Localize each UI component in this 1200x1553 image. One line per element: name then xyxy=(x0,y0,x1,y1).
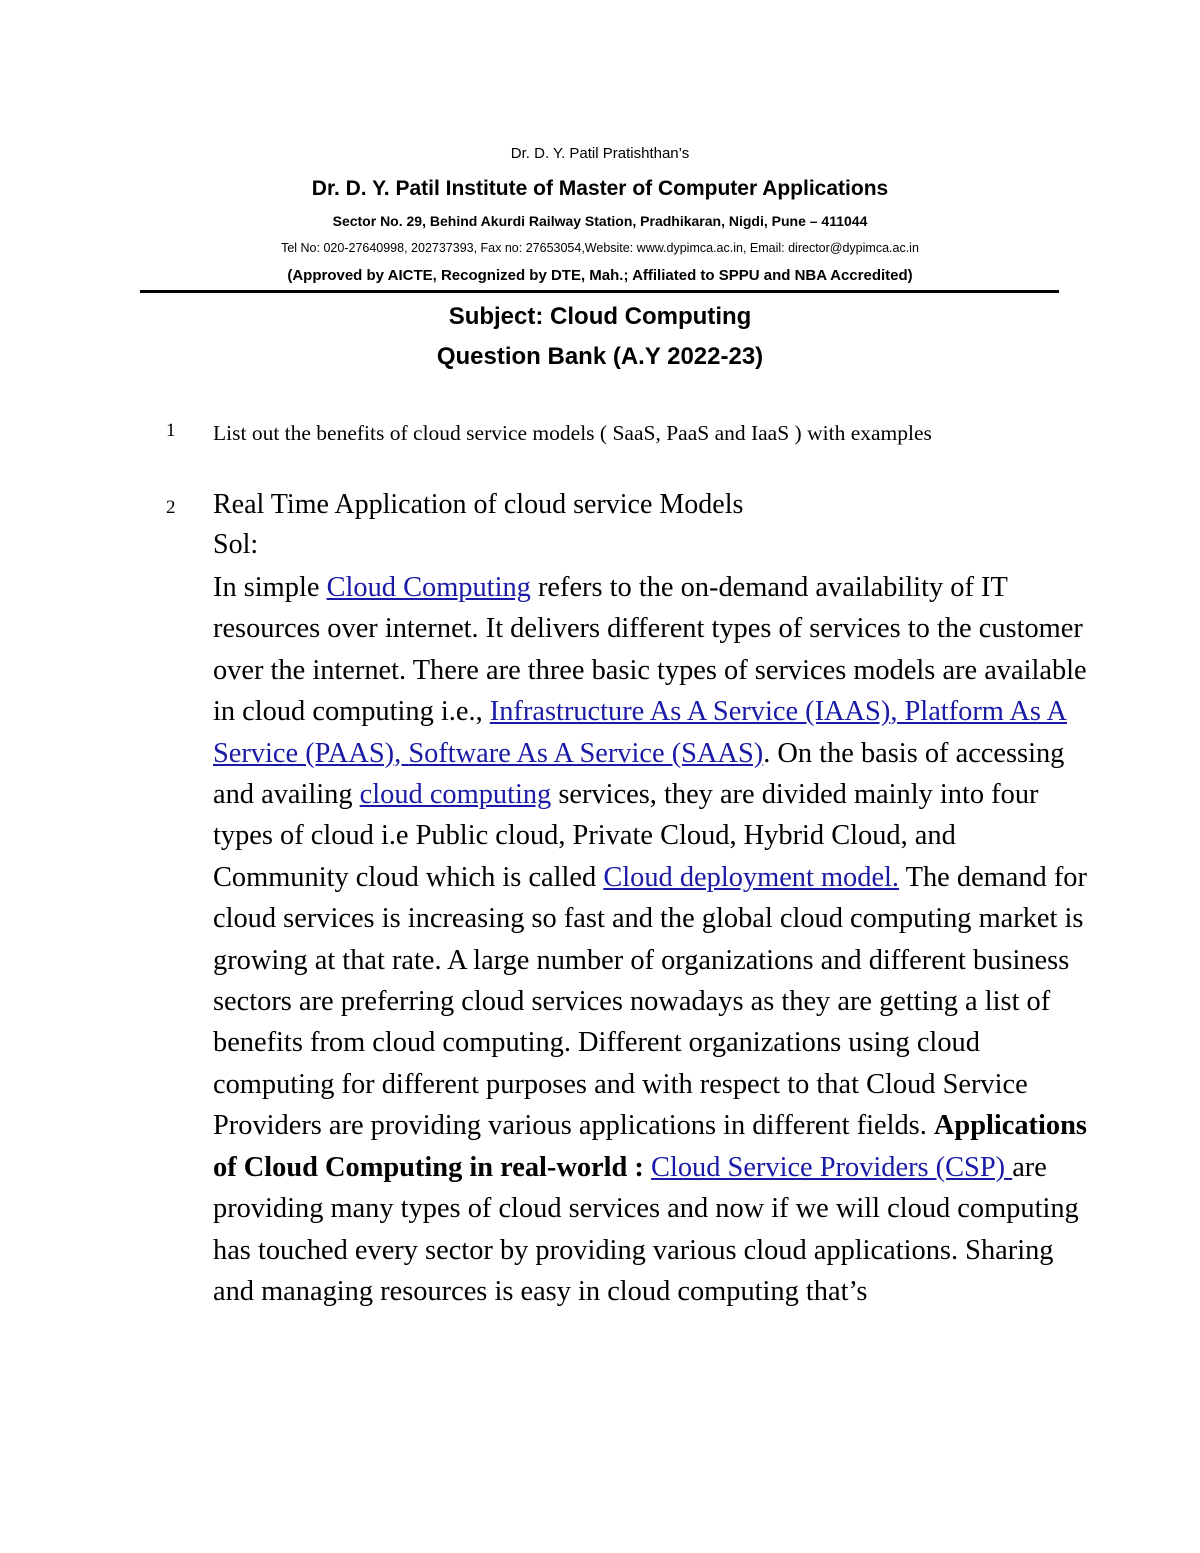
question-1-text: List out the benefits of cloud service models ( SaaS, PaaS and IaaS ) with examples xyxy=(213,421,932,445)
answer-text: In simple xyxy=(213,572,327,603)
link-deployment-model[interactable]: Cloud deployment model. xyxy=(603,861,900,893)
link-cloud-computing[interactable]: Cloud Computing xyxy=(326,572,531,603)
answer-text: The demand for cloud services is increasing so fast and the global cloud computing market is growing at that rate. A large number of organizations and different business sectors are preferring cloud services nowadays as they are getting a list of benefits from cloud computing. Different organizations using cloud computing for different purposes and with respect to that Cloud Service Providers are providing various applications in different fields. xyxy=(213,861,1087,1142)
question-1-number: 1 xyxy=(166,420,176,441)
institute-contact: Tel No: 020-27640998, 202737393, Fax no: 27653054,Website: www.dypimca.ac.in, Email: director@dypimca.ac.in xyxy=(281,241,919,255)
answer-paragraph xyxy=(213,567,1093,1312)
question-bank-title: Question Bank (A.Y 2022-23) xyxy=(436,343,764,370)
link-csp[interactable]: Cloud Service Providers (CSP) xyxy=(651,1151,1013,1183)
question-2-number: 2 xyxy=(166,497,176,518)
link-separator[interactable]: , xyxy=(394,737,409,769)
link-separator[interactable]: , xyxy=(890,696,905,728)
link-saas[interactable]: Software As A Service (SAAS) xyxy=(408,737,764,769)
link-cloud-computing-2[interactable]: cloud computing xyxy=(359,779,552,811)
applications-heading: Applications of Cloud Computing in real-world : xyxy=(213,1110,1087,1183)
trust-name: Dr. D. Y. Patil Pratishthan’s xyxy=(510,145,690,162)
answer-text: services, they are divided mainly into four types of cloud i.e Public cloud, Private Cloud, Hybrid Cloud, and Community cloud which is called xyxy=(213,779,1039,893)
subject-title: Subject: Cloud Computing xyxy=(448,303,752,330)
approval-note: (Approved by AICTE, Recognized by DTE, Mah.; Affiliated to SPPU and NBA Accredited) xyxy=(287,267,913,284)
institute-name: Dr. D. Y. Patil Institute of Master of Computer Applications xyxy=(311,177,889,200)
answer-text: are providing many types of cloud services and now if we will cloud computing has touched every sector by providing various cloud applications. Sharing and managing resources is easy in cloud computing that’s xyxy=(213,1151,1079,1307)
answer-text xyxy=(644,1152,651,1183)
solution-label: Sol: xyxy=(213,529,259,560)
answer-text: refers to the on-demand availability of IT resources over internet. It delivers different types of services to the customer over the internet. There are three basic types of services models are available in cloud computing i.e., xyxy=(213,572,1087,728)
institute-address: Sector No. 29, Behind Akurdi Railway Station, Pradhikaran, Nigdi, Pune – 411044 xyxy=(332,213,868,229)
question-2-text: Real Time Application of cloud service Models xyxy=(213,489,744,520)
link-paas[interactable]: Platform As A Service (PAAS) xyxy=(213,696,1067,769)
header-divider xyxy=(140,290,1059,293)
answer-text: . On the basis of accessing and availing xyxy=(213,737,1065,811)
link-iaas[interactable]: Infrastructure As A Service (IAAS) xyxy=(489,696,891,728)
